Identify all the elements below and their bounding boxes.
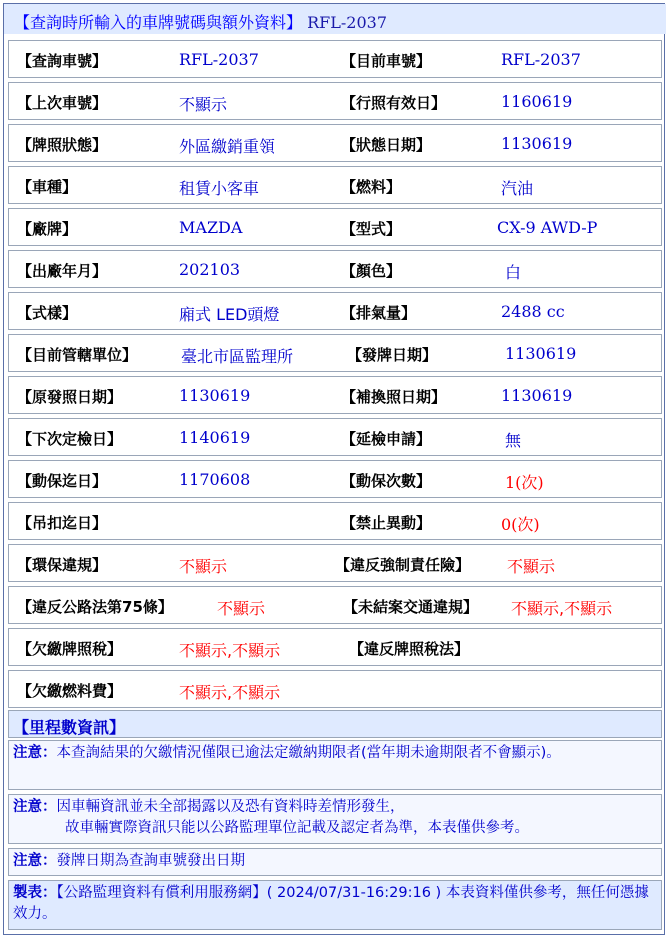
footer-tag: 製表：: [13, 885, 57, 901]
label-highway-act-violation: 【違反公路法第75條】: [17, 598, 173, 616]
label-reissue-date: 【補換照日期】: [341, 388, 447, 406]
value-vehicle-type: 租賃小客車: [179, 179, 260, 198]
label-jurisdiction: 【目前管轄單位】: [17, 346, 138, 364]
label-license-tax-violation: 【違反牌照稅法】: [349, 640, 470, 658]
footer-text: 【公路監理資料有償利用服務網】( 2024/07/31-16:29:16 ) 本表資料僅供參考，無任何憑據效力。: [13, 885, 649, 922]
info-row-make: [8, 208, 662, 246]
label-displacement: 【排氣量】: [341, 304, 417, 322]
info-row-style: [8, 292, 662, 330]
value-next-inspection: 1140619: [179, 428, 251, 447]
info-row-suspension: [8, 502, 662, 540]
info-row-inspection: [8, 418, 662, 456]
value-model: CX-9 AWD-P: [497, 218, 598, 237]
value-highway-act-violation: 不顯示: [217, 599, 266, 618]
label-model: 【型式】: [341, 220, 402, 238]
query-header: [4, 4, 666, 34]
value-displacement: 2488 cc: [501, 302, 565, 321]
note-issue-date-text: 發牌日期為查詢車號發出日期: [56, 853, 245, 869]
value-make: MAZDA: [179, 218, 243, 237]
value-license-valid: 1160619: [501, 92, 573, 111]
value-insurance-violation: 不顯示: [507, 557, 556, 576]
info-row-fuel-fee: [8, 670, 662, 708]
info-row-status: [8, 124, 662, 162]
value-current-plate: RFL-2037: [501, 50, 581, 69]
info-row-vehicle-type: [8, 166, 662, 204]
label-vehicle-type: 【車種】: [17, 178, 78, 196]
value-inspection-extension: 無: [505, 431, 522, 450]
note-disclaimer: [8, 794, 662, 844]
note-issue-date-tag: 注意：: [13, 853, 57, 869]
label-previous-plate: 【上次車號】: [17, 94, 108, 112]
info-row-chattel: [8, 460, 662, 498]
value-status-date: 1130619: [501, 134, 573, 153]
note-disclaimer-tag: 注意：: [13, 799, 57, 815]
value-fuel: 汽油: [501, 179, 534, 198]
label-transfer-prohibited: 【禁止異動】: [341, 514, 432, 532]
note-arrears-text: 本查詢結果的欠繳情況僅限已逾法定繳納期限者(當年期未逾期限者不會顯示)。: [56, 745, 561, 761]
label-manufacture-date: 【出廠年月】: [17, 262, 108, 280]
value-environment-violation: 不顯示: [179, 557, 228, 576]
value-query-plate: RFL-2037: [179, 50, 259, 69]
label-unpaid-license-tax: 【欠繳牌照稅】: [17, 640, 123, 658]
value-previous-plate: 不顯示: [179, 95, 228, 114]
report-footer: [8, 880, 662, 930]
info-row-highway-act: [8, 586, 662, 624]
query-header-title: 【查詢時所輸入的車牌號碼與額外資料】: [14, 13, 303, 32]
label-original-license-date: 【原發照日期】: [17, 388, 123, 406]
value-pending-violations: 不顯示,不顯示: [511, 599, 613, 618]
label-plate-status: 【牌照狀態】: [17, 136, 108, 154]
value-color: 白: [505, 263, 522, 282]
value-unpaid-license-tax: 不顯示,不顯示: [179, 641, 281, 660]
label-status-date: 【狀態日期】: [341, 136, 432, 154]
mileage-section-title: 【里程數資訊】: [13, 718, 126, 737]
value-reissue-date: 1130619: [501, 386, 573, 405]
value-plate-status: 外區繳銷重領: [179, 137, 276, 156]
value-unpaid-fuel-fee: 不顯示,不顯示: [179, 683, 281, 702]
label-pending-violations: 【未結案交通違規】: [343, 598, 479, 616]
info-row-plate: [8, 40, 662, 78]
query-header-plate: RFL-2037: [307, 13, 388, 32]
label-issue-date: 【發牌日期】: [347, 346, 438, 364]
info-row-manufacture: [8, 250, 662, 288]
value-jurisdiction: 臺北市區監理所: [181, 347, 294, 366]
info-row-environment: [8, 544, 662, 582]
label-environment-violation: 【環保違規】: [17, 556, 108, 574]
value-issue-date: 1130619: [505, 344, 577, 363]
label-fuel: 【燃料】: [341, 178, 402, 196]
label-next-inspection: 【下次定檢日】: [17, 430, 123, 448]
label-current-plate: 【目前車號】: [341, 52, 432, 70]
mileage-section-header: [8, 710, 662, 738]
value-original-license-date: 1130619: [179, 386, 251, 405]
info-row-license-dates: [8, 376, 662, 414]
label-license-valid: 【行照有效日】: [341, 94, 447, 112]
label-query-plate: 【查詢車號】: [17, 52, 108, 70]
label-chattel-mortgage-count: 【動保次數】: [341, 472, 432, 490]
label-color: 【顏色】: [341, 262, 402, 280]
info-row-previous: [8, 82, 662, 120]
label-suspension-end: 【吊扣迄日】: [17, 514, 108, 532]
label-unpaid-fuel-fee: 【欠繳燃料費】: [17, 682, 123, 700]
label-insurance-violation: 【違反強制責任險】: [335, 556, 471, 574]
label-chattel-mortgage-end: 【動保迄日】: [17, 472, 108, 490]
value-chattel-mortgage-count: 1(次): [505, 473, 544, 492]
info-row-jurisdiction: [8, 334, 662, 372]
note-issue-date: [8, 848, 662, 876]
value-manufacture-date: 202103: [179, 260, 241, 279]
info-row-license-tax: [8, 628, 662, 666]
value-body-style: 廂式 LED頭燈: [179, 305, 280, 324]
value-transfer-prohibited: 0(次): [501, 515, 540, 534]
note-arrears: [8, 740, 662, 790]
note-arrears-tag: 注意：: [13, 745, 57, 761]
value-chattel-mortgage-end: 1170608: [179, 470, 251, 489]
label-body-style: 【式樣】: [17, 304, 78, 322]
label-make: 【廠牌】: [17, 220, 78, 238]
note-disclaimer-line1: 因車輛資訊並未全部揭露以及恐有資料時差情形發生，: [56, 799, 405, 815]
label-inspection-extension: 【延檢申請】: [341, 430, 432, 448]
note-disclaimer-line2: 故車輛實際資訊只能以公路監理單位記載及認定者為準，本表僅供參考。: [65, 820, 529, 836]
